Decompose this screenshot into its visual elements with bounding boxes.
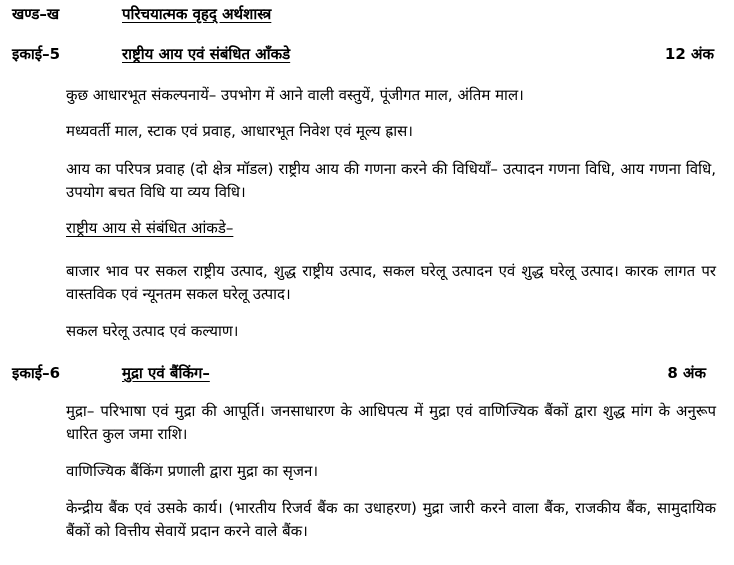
unit5-para-1 <box>66 84 716 107</box>
paragraph-text: केन्द्रीय बैंक एवं उसके कार्य। (भारतीय रिजर्व बैंक का उधाहरण) मुद्रा जारी करने वाला बैंक, राजकीय बैंक, सामुदायिक बैंकों को वित्तीय सेवायें प्रदान करने वाले बैंक। <box>66 499 716 540</box>
unit5-para-3 <box>66 158 716 204</box>
unit6-label: इकाई–6 <box>12 364 61 382</box>
unit6-para-1 <box>66 400 716 446</box>
unit5-para-2 <box>66 120 716 143</box>
paragraph-text: कुछ आधारभूत संकल्पनायें– उपभोग में आने वाली वस्तुयें, पूंजीगत माल, अंतिम माल। <box>66 86 524 104</box>
section-title: परिचयात्मक वृहद् अर्थशास्त्र <box>122 5 272 23</box>
unit5-marks: 12 अंक <box>664 45 714 63</box>
paragraph-text: बाजार भाव पर सकल राष्ट्रीय उत्पाद, शुद्ध राष्ट्रीय उत्पाद, सकल घरेलू उत्पादन एवं शुद्ध घरेलू उत्पाद। कारक लागत पर वास्तविक एवं न्यूनतम सकल घरेलू उत्पाद। <box>66 262 716 303</box>
unit5-para-5 <box>66 320 716 343</box>
unit5-para-4 <box>66 260 716 306</box>
unit6-title: मुद्रा एवं बैंकिंग– <box>122 364 210 382</box>
unit6-para-2 <box>66 460 716 483</box>
paragraph-text: वाणिज्यिक बैंकिंग प्रणाली द्वारा मुद्रा का सृजन। <box>66 462 319 480</box>
unit6-para-3 <box>66 497 716 543</box>
unit5-label: इकाई–5 <box>12 45 61 63</box>
paragraph-text: आय का परिपत्र प्रवाह (दो क्षेत्र मॉडल) राष्ट्रीय आय की गणना करने की विधियाँ– उत्पादन गणना विधि, आय गणना विधि, उपयोग बचत विधि या व्यय विधि। <box>66 160 716 201</box>
paragraph-text: मध्यवर्ती माल, स्टाक एवं प्रवाह, आधारभूत निवेश एवं मूल्य ह्रास। <box>66 122 413 140</box>
unit5-subheading: राष्ट्रीय आय से संबंधित आंकडे– <box>66 219 234 237</box>
paragraph-text: सकल घरेलू उत्पाद एवं कल्याण। <box>66 322 239 340</box>
unit6-marks: 8 अंक <box>667 364 706 382</box>
paragraph-text: मुद्रा– परिभाषा एवं मुद्रा की आपूर्ति। जनसाधारण के आधिपत्य में मुद्रा एवं वाणिज्यिक बैंकों द्वारा शुद्ध मांग के अनुरूप धारित कुल जमा राशि। <box>66 402 716 443</box>
unit5-title: राष्ट्रीय आय एवं संबंधित आँकडे <box>122 45 291 63</box>
section-label: खण्ड–ख <box>12 5 60 23</box>
